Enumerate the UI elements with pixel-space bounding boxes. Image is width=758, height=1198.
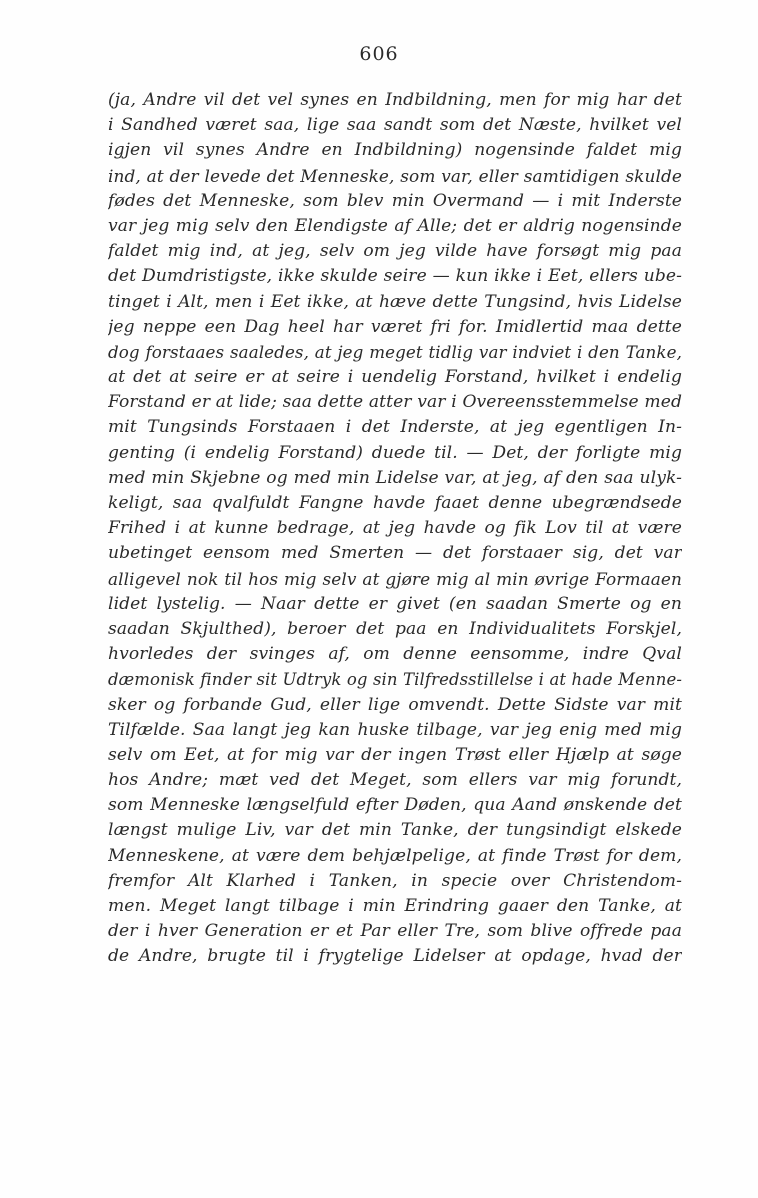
text-line: jeg neppe een Dag heel har været fri for. Imidlertid maa dette — [108, 316, 682, 337]
text-line: længst mulige Liv, var det min Tanke, der tungsindigt elskede — [108, 820, 682, 841]
text-line: Frihed i at kunne bedrage, at jeg havde og fik Lov til at være — [108, 518, 682, 539]
text-line: Tilfælde. Saa langt jeg kan huske tilbage, var jeg enig med mig — [108, 719, 682, 740]
text-line: mit Tungsinds Forstaaen i det Inderste, at jeg egentligen In- — [108, 417, 682, 438]
text-line: (ja, Andre vil det vel synes en Indbildning, men for mig har det — [108, 90, 682, 110]
text-line: igjen vil synes Andre en Indbildning) nogensinde faldet mig — [108, 140, 682, 161]
text-line: lidet lystelig. — Naar dette er givet (en saadan Smerte og en — [108, 593, 682, 614]
text-line: men. Meget langt tilbage i min Erindring gaaer den Tanke, at — [108, 896, 682, 916]
text-line: dog forstaaes saaledes, at jeg meget tidlig var indviet i den Tanke, — [108, 341, 682, 362]
text-line: fremfor Alt Klarhed i Tanken, in specie over Christendom- — [108, 870, 682, 891]
text-line: alligevel nok til hos mig selv at gjøre mig al min øvrige Formaaen — [108, 568, 682, 589]
body-text — [108, 88, 682, 970]
text-line: som Menneske længselfuld efter Døden, qua Aand ønskende det — [108, 795, 682, 816]
text-line: tinget i Alt, men i Eet ikke, at hæve dette Tungsind, hvis Lidelse — [108, 291, 682, 312]
text-line: selv om Eet, at for mig var der ingen Trøst eller Hjælp at søge — [108, 744, 682, 765]
page-number: 606 — [359, 43, 399, 65]
text-line: ubetinget eensom med Smerten — det forstaaer sig, det var — [108, 543, 682, 564]
text-line: hos Andre; mæt ved det Meget, som ellers var mig forundt, — [108, 770, 682, 791]
text-line: med min Skjebne og med min Lidelse var, at jeg, af den saa ulyk- — [108, 467, 682, 488]
text-line: hvorledes der svinges af, om denne eensomme, indre Qval — [108, 644, 682, 665]
text-line: de Andre, brugte til i frygtelige Lidelser at opdage, hvad der — [108, 946, 682, 967]
text-line: fødes det Menneske, som blev min Overmand — i mit Inderste — [108, 190, 682, 211]
text-line: ind, at der levede det Menneske, som var, eller samtidigen skulde — [108, 165, 682, 186]
text-line: det Dumdristigste, ikke skulde seire — kun ikke i Eet, ellers ube- — [108, 266, 682, 287]
text-line: sker og forbande Gud, eller lige omvendt. Dette Sidste var mit — [108, 694, 682, 715]
text-line: der i hver Generation er et Par eller Tre, som blive offrede paa — [108, 921, 682, 942]
text-line: genting (i endelig Forstand) duede til. — Det, der forligte mig — [108, 442, 682, 463]
text-line: var jeg mig selv den Elendigste af Alle; det er aldrig nogensinde — [108, 215, 682, 236]
text-line: dæmonisk finder sit Udtryk og sin Tilfredsstillelse i at hade Menne- — [108, 670, 682, 690]
text-line: saadan Skjulthed), beroer det paa en Individualitets Forskjel, — [108, 618, 682, 639]
text-line: Forstand er at lide; saa dette atter var i Overeensstemmelse med — [108, 392, 682, 413]
text-line: Menneskene, at være dem behjælpelige, at finde Trøst for dem, — [108, 845, 682, 866]
text-line: faldet mig ind, at jeg, selv om jeg vilde have forsøgt mig paa — [108, 241, 682, 262]
text-line: i Sandhed været saa, lige saa sandt som det Næste, hvilket vel — [108, 115, 682, 136]
text-line: keligt, saa qvalfuldt Fangne havde faaet denne ubegrændsede — [108, 493, 682, 513]
text-line: at det at seire er at seire i uendelig Forstand, hvilket i endelig — [108, 367, 682, 388]
